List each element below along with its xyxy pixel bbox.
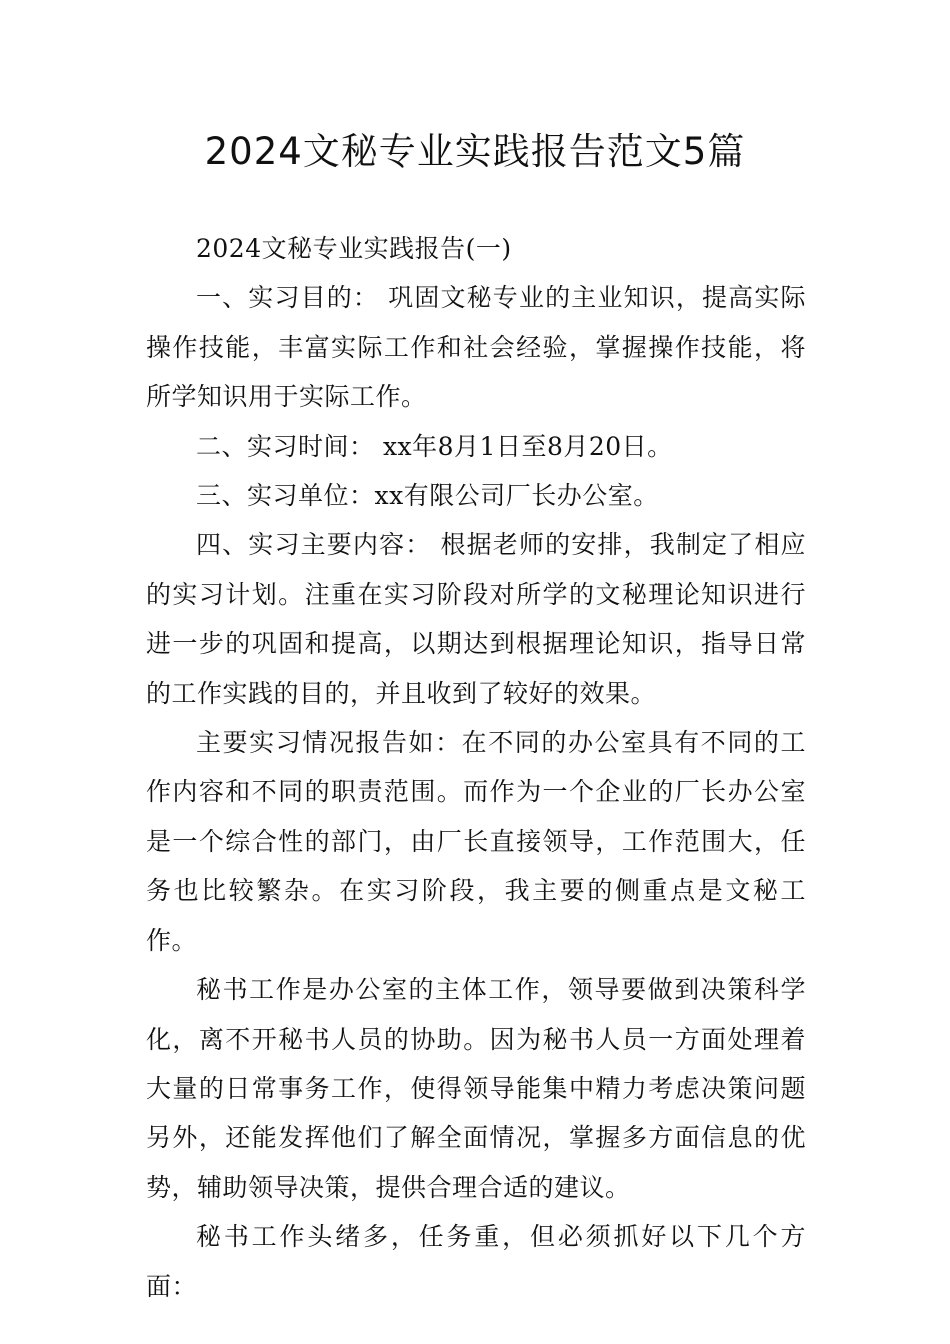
document-body xyxy=(146,224,806,1311)
paragraph-purpose: 一、实习目的： 巩固文秘专业的主业知识，提高实际操作技能，丰富实际工作和社会经验，掌握操作技能，将所学知识用于实际工作。 xyxy=(146,283,806,412)
paragraph-unit: 三、实习单位：xx有限公司厂长办公室。 xyxy=(196,481,659,511)
report-subtitle: 2024文秘专业实践报告(一) xyxy=(196,234,512,263)
paragraph-aspects: 秘书工作头绪多，任务重，但必须抓好以下几个方面： xyxy=(146,1222,806,1301)
paragraph-secretary-work: 秘书工作是办公室的主体工作，领导要做到决策科学化，离不开秘书人员的协助。因为秘书人员一方面处理着大量的日常事务工作，使得领导能集中精力考虑决策问题另外，还能发挥他们了解全面情况，掌握多方面信息的优势，辅助领导决策，提供合理合适的建议。 xyxy=(146,975,806,1202)
paragraph-content: 四、实习主要内容： 根据老师的安排，我制定了相应的实习计划。注重在实习阶段对所学的文秘理论知识进行进一步的巩固和提高，以期达到根据理论知识，指导日常的工作实践的目的，并且收到了较好的效果。 xyxy=(146,530,806,708)
paragraph-time: 二、实习时间： xx年8月1日至8月20日。 xyxy=(196,431,673,461)
document-title: 2024文秘专业实践报告范文5篇 xyxy=(204,130,746,173)
paragraph-report: 主要实习情况报告如：在不同的办公室具有不同的工作内容和不同的职责范围。而作为一个企业的厂长办公室是一个综合性的部门，由厂长直接领导，工作范围大，任务也比较繁杂。在实习阶段，我主要的侧重点是文秘工作。 xyxy=(146,728,806,955)
